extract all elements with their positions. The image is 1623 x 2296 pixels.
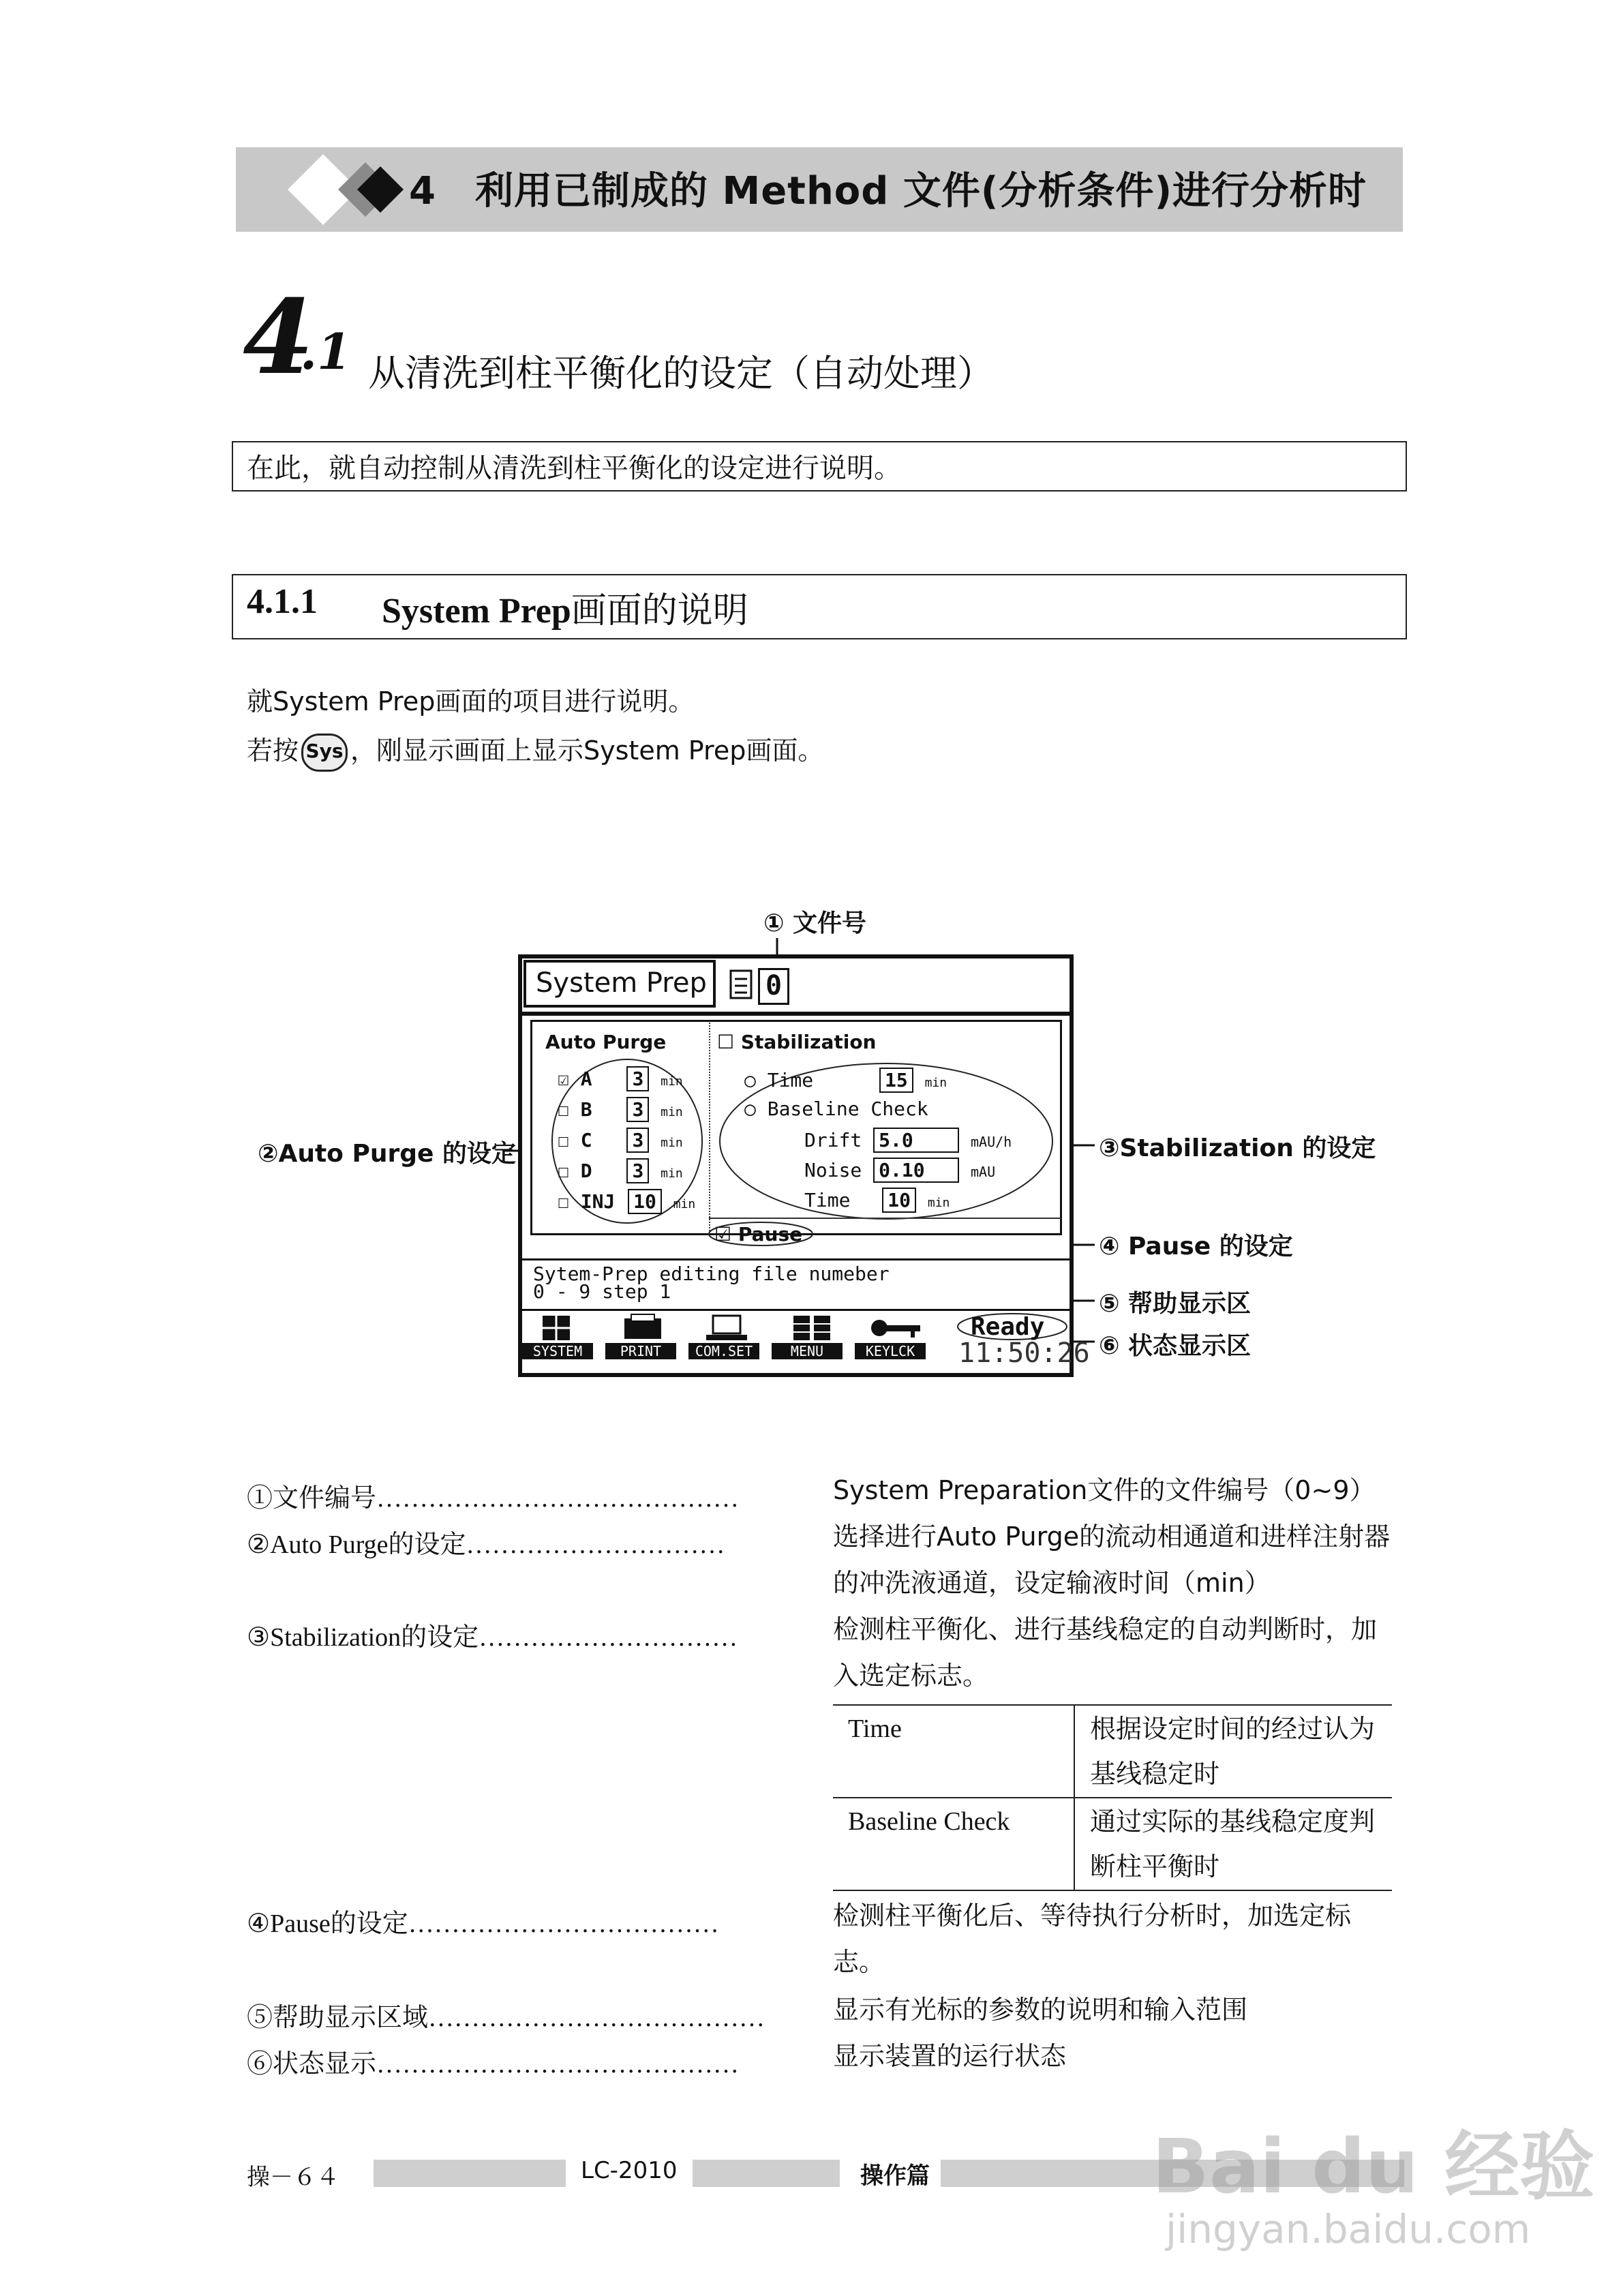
screen-tab-title[interactable]: System Prep bbox=[524, 960, 716, 1008]
softkey-bar bbox=[522, 1343, 926, 1359]
desc-label-1: ①文件编号…………………………………… bbox=[247, 1484, 740, 1513]
help-bottom-line bbox=[522, 1309, 1070, 1311]
table-row bbox=[833, 1705, 1392, 1798]
desc-label-5: ⑤帮助显示区域………………………………… bbox=[247, 2004, 765, 2032]
watermark-url: jingyan.baidu.com bbox=[1166, 2206, 1531, 2252]
desc-text-5: 显示有光标的参数的说明和输入范围 bbox=[833, 1995, 1248, 2025]
auto-purge-row[interactable]: ☑ A 3 min bbox=[558, 1068, 683, 1090]
callout-pause: ④ Pause 的设定 bbox=[1099, 1233, 1293, 1260]
table-cell: Time bbox=[833, 1705, 1074, 1798]
auto-purge-heading: Auto Purge bbox=[545, 1031, 667, 1053]
file-icon bbox=[729, 969, 754, 999]
softkey-keylock[interactable]: KEYLCK bbox=[855, 1343, 926, 1359]
paragraph-1: 就System Prep画面的项目进行说明。 bbox=[247, 686, 695, 716]
footer-bar bbox=[374, 2160, 566, 2187]
footer-model: LC-2010 bbox=[581, 2157, 678, 2184]
stab-baseline-row[interactable]: ○ Baseline Check bbox=[744, 1098, 928, 1120]
table-cell: 根据设定时间的经过认为基线稳定时 bbox=[1074, 1705, 1392, 1798]
section-number-major: 4 bbox=[243, 277, 314, 397]
key-lock-icon bbox=[871, 1320, 920, 1338]
help-line-2: 0 - 9 step 1 bbox=[533, 1280, 671, 1303]
desc-text-6: 显示装置的运行状态 bbox=[833, 2041, 1067, 2071]
callout-help-area: ⑤ 帮助显示区 bbox=[1099, 1290, 1252, 1318]
stab-noise-row[interactable]: Noise 0.10 mAU bbox=[804, 1159, 996, 1181]
desc-label-3: ③Stabilization的设定………………………… bbox=[247, 1623, 738, 1652]
watermark-logo: Bai du 经验 bbox=[1152, 2123, 1595, 2210]
subsection-title-cjk: 画面的说明 bbox=[571, 592, 748, 631]
softkey-menu[interactable]: MENU bbox=[772, 1343, 843, 1359]
help-top-line bbox=[522, 1258, 1070, 1260]
screen-divider bbox=[522, 1012, 1070, 1016]
auto-purge-row[interactable]: ☐ D 3 min bbox=[558, 1160, 683, 1182]
file-number-field[interactable]: 0 bbox=[758, 968, 789, 1005]
paragraph-2-tail: ，刚显示画面上显示System Prep画面。 bbox=[350, 736, 824, 766]
clock-text: 11:50:26 bbox=[958, 1338, 1090, 1369]
subsection-number: 4.1.1 bbox=[247, 582, 318, 621]
desc-text-3: 检测柱平衡化、进行基线稳定的自动判断时，加入选定标志。 bbox=[833, 1614, 1378, 1691]
section-number-minor: .1 bbox=[300, 322, 352, 380]
comset-icon bbox=[706, 1316, 747, 1340]
stab-time-row[interactable]: ○ Time 15 min bbox=[744, 1069, 947, 1091]
status-text: Ready bbox=[971, 1313, 1045, 1341]
callout-auto-purge: ②Auto Purge 的设定 bbox=[258, 1140, 516, 1168]
panel-separator bbox=[709, 1023, 710, 1231]
section-title: 从清洗到柱平衡化的设定（自动处理） bbox=[368, 352, 994, 395]
subsection-title-latin: System Prep bbox=[382, 592, 571, 631]
desc-label-4: ④Pause的设定……………………………… bbox=[247, 1909, 719, 1938]
system-icon bbox=[543, 1316, 570, 1340]
desc-label-6: ⑥状态显示…………………………………… bbox=[247, 2050, 740, 2079]
chapter-title: 4 利用已制成的 Method 文件(分析条件)进行分析时 bbox=[409, 169, 1367, 213]
footer-part: 操作篇 bbox=[860, 2162, 930, 2190]
desc-text-2: 选择进行Auto Purge的流动相通道和进样注射器的冲洗液通道，设定输液时间（min） bbox=[833, 1522, 1391, 1598]
footer-page-number: 操－６４ bbox=[247, 2164, 339, 2191]
table-cell: Baseline Check bbox=[833, 1798, 1074, 1890]
softkey-print[interactable]: PRINT bbox=[605, 1343, 676, 1359]
stab-drift-row[interactable]: Drift 5.0 mAU/h bbox=[804, 1129, 1012, 1151]
softkey-comset[interactable]: COM.SET bbox=[688, 1343, 759, 1359]
paragraph-2-lead: 若按 bbox=[247, 736, 299, 766]
table-row bbox=[833, 1798, 1392, 1890]
callout-stabilization: ③Stabilization 的设定 bbox=[1099, 1134, 1376, 1162]
intro-text: 在此，就自动控制从清洗到柱平衡化的设定进行说明。 bbox=[247, 453, 901, 484]
auto-purge-row[interactable]: ☐ C 3 min bbox=[558, 1129, 683, 1151]
help-line-1: Sytem-Prep editing file numeber bbox=[533, 1263, 890, 1285]
auto-purge-row[interactable]: ☐ INJ 10 min bbox=[558, 1190, 696, 1213]
pause-checkbox[interactable]: ☑ Pause bbox=[714, 1223, 803, 1245]
auto-purge-list bbox=[558, 1066, 695, 1220]
desc-text-4: 检测柱平衡化后、等待执行分析时，加选定标志。 bbox=[833, 1901, 1352, 1977]
menu-icon bbox=[793, 1316, 830, 1340]
sys-key-icon: Sys bbox=[301, 734, 348, 772]
desc-label-2: ②Auto Purge的设定………………………… bbox=[247, 1530, 725, 1559]
callout-file-number: ① 文件号 bbox=[763, 909, 867, 937]
footer-bar bbox=[693, 2160, 840, 2187]
print-icon bbox=[624, 1314, 661, 1339]
softkey-system[interactable]: SYSTEM bbox=[522, 1343, 593, 1359]
pause-divider bbox=[709, 1218, 1061, 1219]
auto-purge-row[interactable]: ☐ B 3 min bbox=[558, 1098, 683, 1121]
help-text bbox=[533, 1265, 890, 1301]
desc-text-1: System Preparation文件的文件编号（0~9） bbox=[833, 1475, 1376, 1505]
stabilization-heading[interactable]: ☐ Stabilization bbox=[717, 1031, 877, 1053]
callout-status-area: ⑥ 状态显示区 bbox=[1099, 1332, 1252, 1360]
table-cell: 通过实际的基线稳定度判断柱平衡时 bbox=[1074, 1798, 1392, 1890]
stabilization-table bbox=[833, 1704, 1392, 1891]
stab-time2-row[interactable]: Time 10 min bbox=[804, 1189, 950, 1211]
